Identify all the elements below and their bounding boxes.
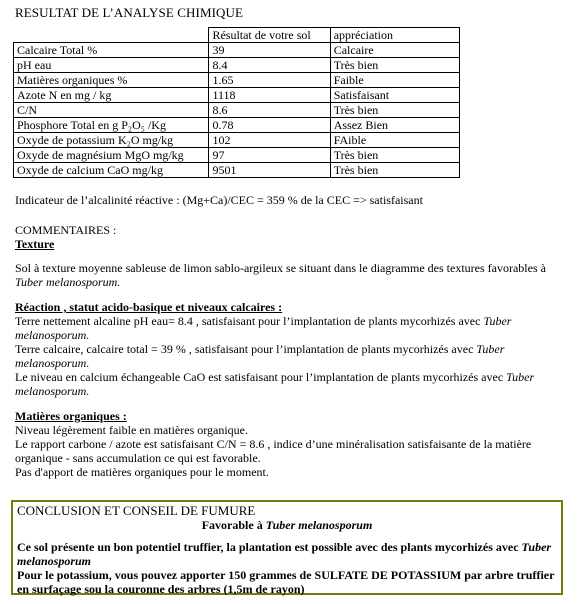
table-row (14, 73, 460, 88)
result-cell: 97 (209, 148, 330, 163)
reaction-paragraph-2 (15, 342, 563, 370)
table-row (14, 43, 460, 58)
result-cell: 8.6 (209, 103, 330, 118)
appreciation-cell: Très bien (330, 148, 459, 163)
reaction-paragraph-1 (15, 314, 563, 342)
reaction-heading: Réaction , statut acido-basique et niveaux calcaires : (15, 300, 283, 314)
result-cell: 102 (209, 133, 330, 148)
verdict-text: Favorable à (201, 518, 266, 532)
organic-paragraph-1: Niveau légèrement faible en matières organique. (15, 423, 249, 437)
parameter-cell: Oxyde de potassium K₂O mg/kg (14, 133, 209, 148)
texture-text (15, 261, 563, 289)
comments-heading: COMMENTAIRES : (15, 223, 117, 237)
organic-paragraph-2: Le rapport carbone / azote est satisfaisant C/N = 8.6 , indice d’une minéralisation satisfaisante de la matière organique - sans accumulation ce qui est favorable. (15, 437, 532, 465)
species-name: Tuber melanosporum. (15, 342, 505, 370)
organic-heading: Matières organiques : (15, 409, 127, 423)
table-row (14, 148, 460, 163)
table-header-row (14, 28, 460, 43)
result-cell: 1.65 (209, 73, 330, 88)
parameter-cell: Oxyde de calcium CaO mg/kg (14, 163, 209, 178)
species-name: Tuber melanosporum (265, 518, 373, 532)
appreciation-cell: Assez Bien (330, 118, 459, 133)
comments-section (15, 223, 563, 479)
table-header-cell: Résultat de votre sol (209, 28, 330, 43)
texture-heading: Texture (15, 237, 55, 251)
texture-text-body: Sol à texture moyenne sableuse de limon sablo-argileux se situant dans le diagramme des textures favorables à (15, 261, 546, 275)
result-cell: 39 (209, 43, 330, 58)
parameter-cell: Azote N en mg / kg (14, 88, 209, 103)
table-row (14, 118, 460, 133)
reaction-text: Terre calcaire, calcaire total = 39 % , satisfaisant pour l’implantation de plants mycorhizés avec (15, 342, 477, 356)
table-row (14, 133, 460, 148)
appreciation-cell: Très bien (330, 163, 459, 178)
alkalinity-indicator: Indicateur de l’alcalinité réactive : (Mg+Ca)/CEC = 359 % de la CEC => satisfaisant (15, 193, 423, 207)
parameter-cell: Oxyde de magnésium MgO mg/kg (14, 148, 209, 163)
conclusion-paragraph-2: Pour le potassium, vous pouvez apporter 150 grammes de SULFATE DE POTASSIUM par arbre truffier en surfaçage sou la couronne des arbres (1,5m de rayon) (17, 568, 555, 596)
table-row (14, 163, 460, 178)
species-name: Tuber melanosporum (17, 540, 552, 568)
table-header-cell: appréciation (330, 28, 459, 43)
appreciation-cell: Très bien (330, 103, 459, 118)
conclusion-box (11, 500, 563, 595)
species-name: Tuber melanosporum. (15, 275, 121, 289)
reaction-text: Terre nettement alcaline pH eau= 8.4 , satisfaisant pour l’implantation de plants mycorhizés avec (15, 314, 484, 328)
results-table (13, 27, 460, 178)
parameter-cell: pH eau (14, 58, 209, 73)
appreciation-cell: Faible (330, 73, 459, 88)
result-cell: 9501 (209, 163, 330, 178)
parameter-cell: Calcaire Total % (14, 43, 209, 58)
appreciation-cell: Satisfaisant (330, 88, 459, 103)
reaction-paragraph-3 (15, 370, 563, 398)
reaction-text: Le niveau en calcium échangeable CaO est satisfaisant pour l’implantation de plants mycorhizés avec (15, 370, 507, 384)
parameter-cell: Matières organiques % (14, 73, 209, 88)
organic-paragraph-3: Pas d'apport de matières organiques pour le moment. (15, 465, 269, 479)
conclusion-paragraph-1 (17, 540, 557, 568)
conclusion-title: CONCLUSION ET CONSEIL DE FUMURE (17, 503, 256, 518)
appreciation-cell: Très bien (330, 58, 459, 73)
table-row (14, 103, 460, 118)
appreciation-cell: FAible (330, 133, 459, 148)
result-cell: 0.78 (209, 118, 330, 133)
parameter-cell: Phosphore Total en g P₂O₅ /Kg (14, 118, 209, 133)
result-cell: 1118 (209, 88, 330, 103)
species-name: Tuber melanosporum. (15, 370, 535, 398)
table-row (14, 88, 460, 103)
table-header-cell (14, 28, 209, 43)
conclusion-text: Ce sol présente un bon potentiel truffier, la plantation est possible avec des plants mycorhizés avec (17, 540, 522, 554)
table-row (14, 58, 460, 73)
parameter-cell: C/N (14, 103, 209, 118)
page-title: RESULTAT DE L’ANALYSE CHIMIQUE (15, 5, 244, 20)
appreciation-cell: Calcaire (330, 43, 459, 58)
result-cell: 8.4 (209, 58, 330, 73)
conclusion-verdict (17, 518, 557, 532)
species-name: Tuber melanosporum. (15, 314, 512, 342)
